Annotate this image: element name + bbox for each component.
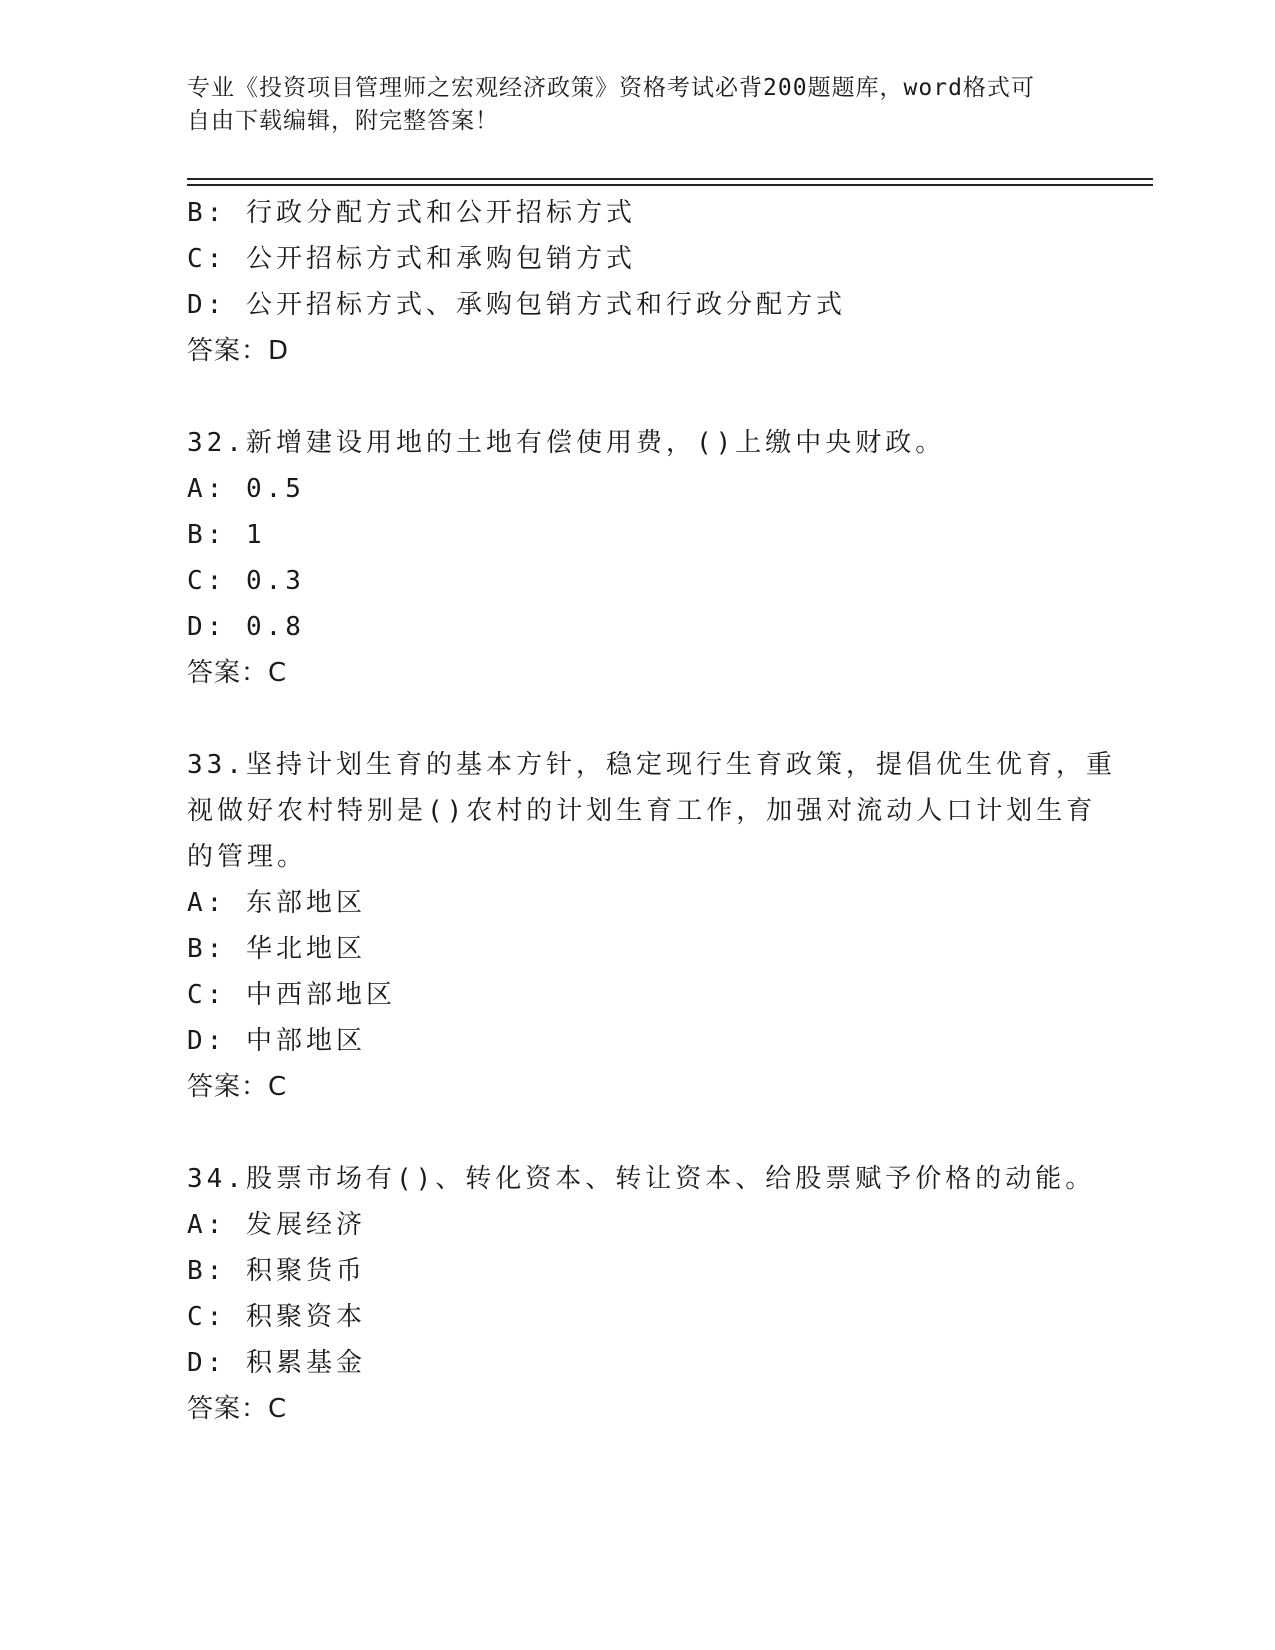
option-c: C: 积聚资本 (187, 1302, 366, 1332)
question-34 (187, 1156, 1107, 1432)
spacer (187, 696, 1107, 742)
option-a: A: 0.5 (187, 474, 305, 504)
question-text: 34.股票市场有()、转化资本、转让资本、给股票赋予价格的动能。 (187, 1164, 1096, 1194)
question-text-line-3: 的管理。 (187, 842, 308, 872)
option-b: B: 1 (187, 520, 266, 550)
header-divider-top (187, 178, 1153, 180)
document-header (187, 72, 1087, 138)
answer: 答案：C (187, 1072, 288, 1102)
spacer (187, 374, 1107, 420)
question-text-line-2: 视做好农村特别是()农村的计划生育工作，加强对流动人口计划生育 (187, 796, 1097, 826)
question-text: 32.新增建设用地的土地有偿使用费，()上缴中央财政。 (187, 428, 946, 458)
question-list (187, 190, 1116, 1432)
option-a: A: 发展经济 (187, 1210, 366, 1240)
question-text-line-1: 33.坚持计划生育的基本方针，稳定现行生育政策，提倡优生优育，重 (187, 750, 1116, 780)
option-c: C: 中西部地区 (187, 980, 396, 1010)
option-a: A: 东部地区 (187, 888, 366, 918)
option-c: C: 0.3 (187, 566, 305, 596)
option-b: B: 积聚货币 (187, 1256, 366, 1286)
option-b: B: 华北地区 (187, 934, 366, 964)
header-line-1: 专业《投资项目管理师之宏观经济政策》资格考试必背200题题库，word格式可 (187, 75, 1035, 101)
question-31 (187, 190, 1107, 374)
option-d: D: 公开招标方式、承购包销方式和行政分配方式 (187, 290, 846, 320)
option-d: D: 积累基金 (187, 1348, 366, 1378)
header-line-2: 自由下载编辑，附完整答案！ (187, 108, 499, 134)
spacer (187, 1110, 1107, 1156)
question-33 (187, 742, 1116, 1110)
option-c: C: 公开招标方式和承购包销方式 (187, 244, 636, 274)
header-divider-bottom (187, 184, 1153, 186)
option-b: B: 行政分配方式和公开招标方式 (187, 198, 636, 228)
answer: 答案：C (187, 658, 288, 688)
answer: 答案：C (187, 1394, 288, 1424)
answer: 答案：D (187, 336, 290, 366)
question-32 (187, 420, 1107, 696)
option-d: D: 0.8 (187, 612, 305, 642)
option-d: D: 中部地区 (187, 1026, 366, 1056)
